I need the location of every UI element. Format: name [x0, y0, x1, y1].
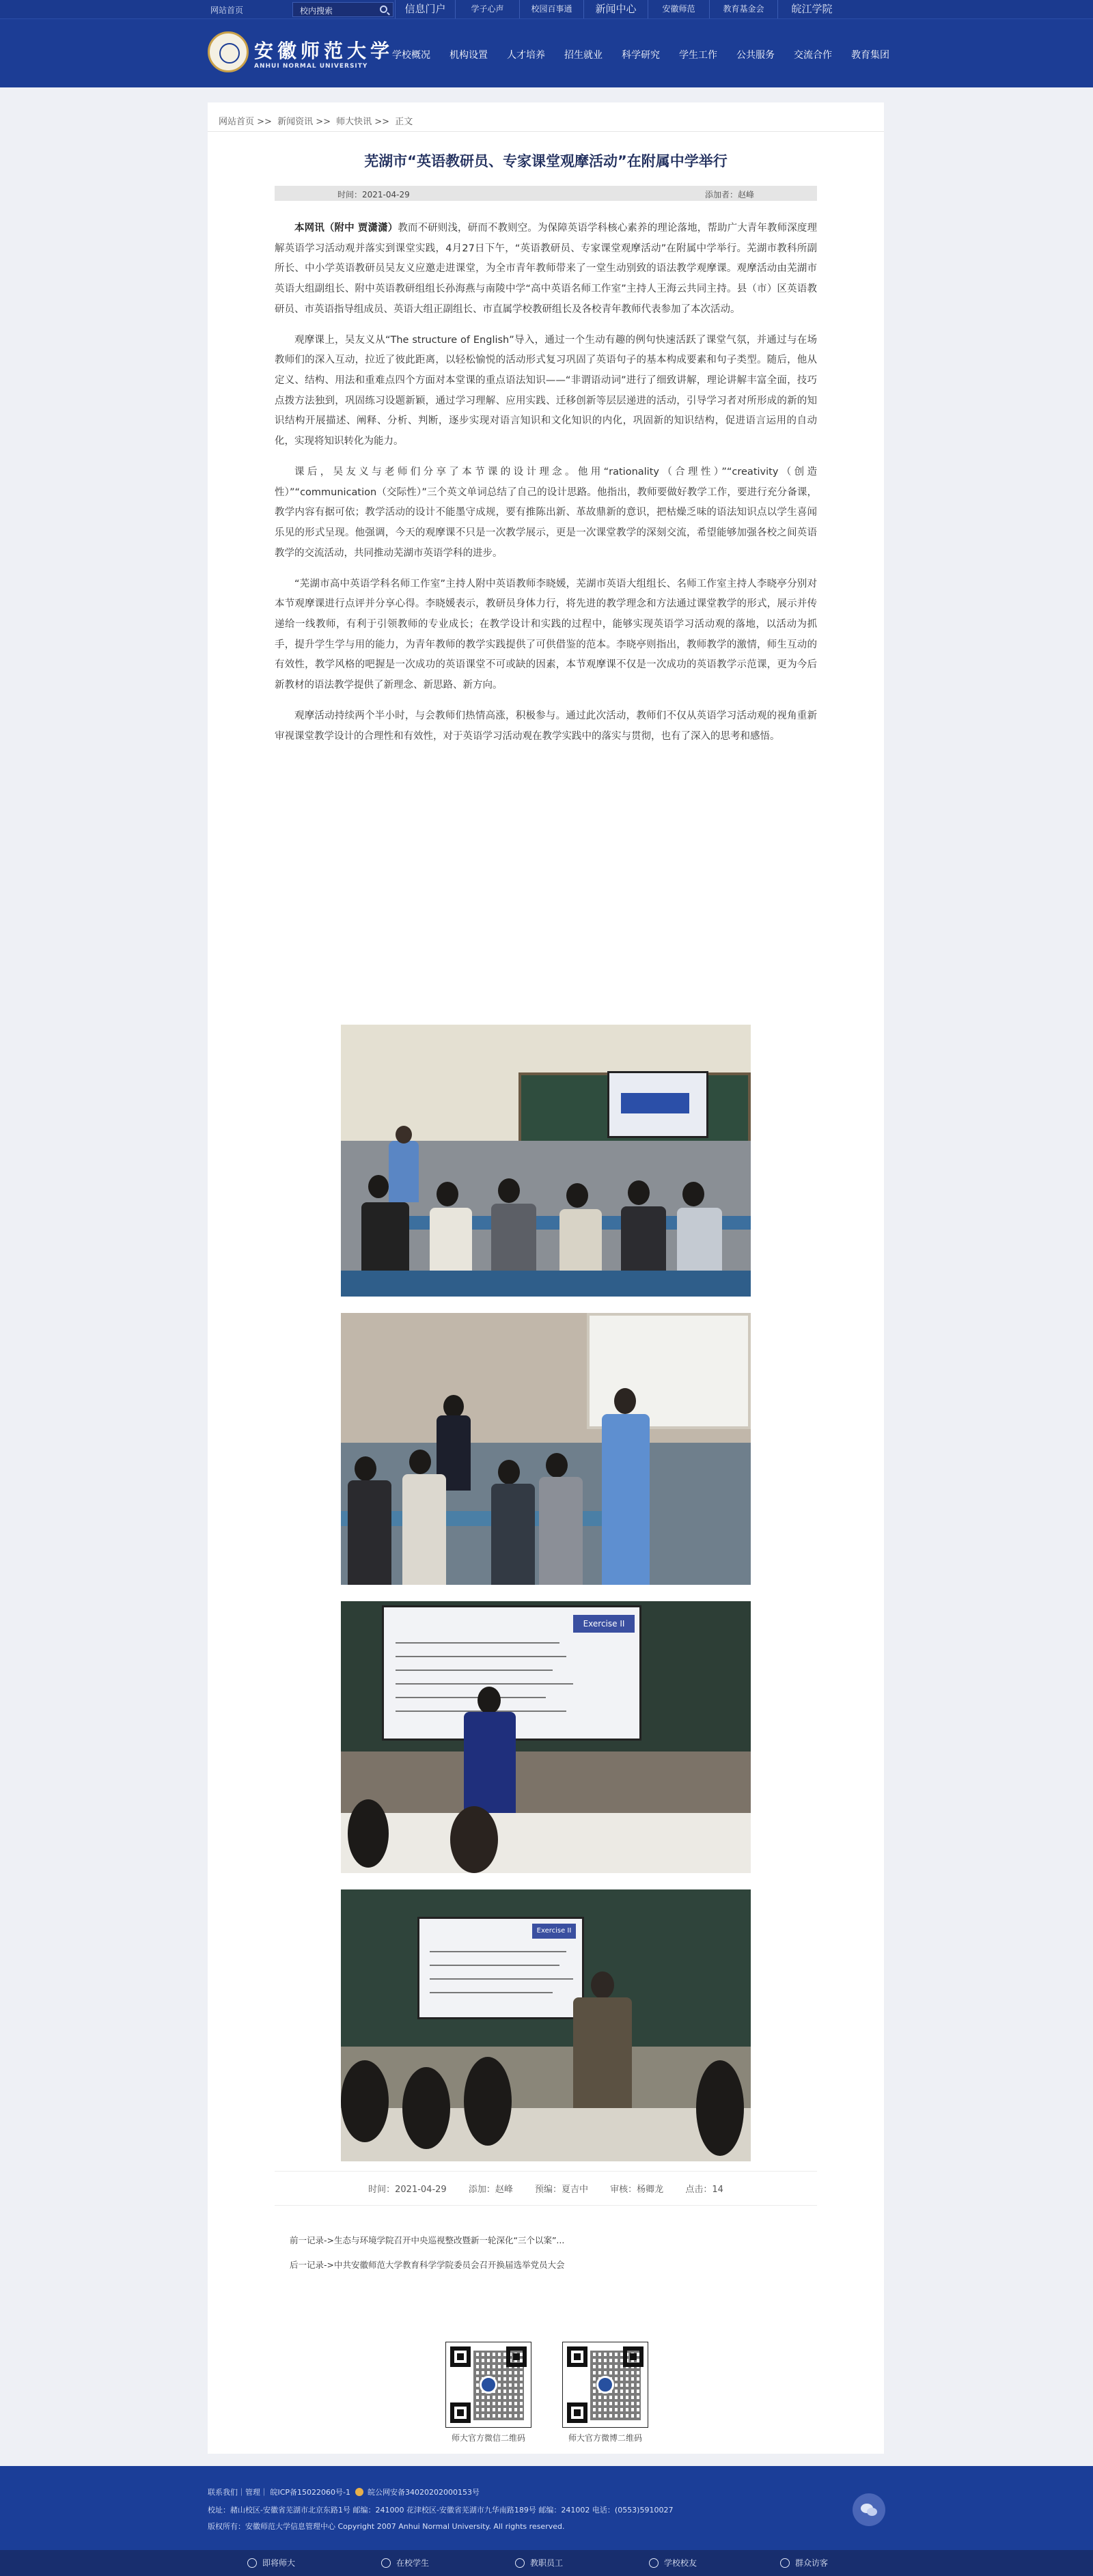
- audience-staff-label: 教职员工: [530, 2558, 564, 2568]
- article-paragraph-text: 教而不研则浅，研而不教则空。为保障英语学科核心素养的理论落地，帮助广大青年教师深度理解英语学习活动观并落实到课堂实践，4月27日下午，“英语教研员、专家课堂观摩活动”在附属中学举行。芜湖市教科所副所长、中小学英语教研员吴友义应邀走进课堂，为全市青年教师带来了一堂生动别致的语法教学观摩课。观摩活动由芜湖市英语大组副组长、附中英语教研组组长孙海燕与南陵中学“高中英语名师工作室”主持人王海云共同主持。县（市）区英语教研员、市英语指导组成员、英语大组正副组长、市直属学校教研组长及各校青年教师代表参加了本次活动。: [275, 223, 817, 315]
- nav-item-students[interactable]: 学生工作: [679, 50, 717, 61]
- footer-contact[interactable]: 联系我们｜管理｜: [208, 2488, 268, 2497]
- site-footer: [0, 2466, 1093, 2550]
- photo-slide-line: [396, 1642, 559, 1644]
- audience-alumni-label: 学校校友: [664, 2558, 697, 2568]
- article-paragraph: 课后，吴友义与老师们分享了本节课的设计理念。他用“rationality（合理性）”“creativity（创造性）”“communication（交际性）”三个英文单词总结了自己的设计思路。他指出，教师要做好教学工作，要进行充分备课，教学内容有据可依；教学活动的设计不能墨守成规，要有推陈出新、革故鼎新的意识，把枯燥乏味的语法知识点以学生喜闻乐见的形式呈现。他强调，今天的观摩课不只是一次教学展示，更是一次课堂教学的深刻交流，希望能够加强各校之间英语教学的交流活动，共同推动芜湖市英语学科的进步。: [275, 466, 817, 559]
- audience-visitors-label: 群众访客: [795, 2558, 829, 2568]
- photo-student: [409, 1450, 431, 1474]
- photo-student-body: [559, 1209, 602, 1271]
- main-navigation: [383, 48, 899, 61]
- weibo-qr-code: [562, 2342, 648, 2428]
- photo-student: [566, 1183, 588, 1208]
- photo-presenter-head: [478, 1687, 501, 1714]
- logo-chinese-name[interactable]: 安徽师范大学: [254, 40, 394, 62]
- photo-teacher-head: [614, 1388, 636, 1414]
- photo-window: [587, 1313, 751, 1429]
- photo-student-body: [430, 1208, 472, 1271]
- nav-item-cooperation[interactable]: 交流合作: [794, 50, 832, 61]
- wechat-icon[interactable]: [853, 2493, 885, 2526]
- nav-item-overview[interactable]: 学校概况: [392, 50, 430, 61]
- breadcrumb-express[interactable]: 师大快讯 >>: [336, 117, 390, 127]
- photo-slide-banner: [621, 1093, 689, 1113]
- photo-teacher-head: [396, 1126, 412, 1144]
- footer-time: 时间：2021-04-29: [368, 2185, 447, 2195]
- quick-link-wanjiang[interactable]: 皖江学院: [777, 0, 846, 18]
- photo-student-body: [621, 1206, 666, 1271]
- audience-prospective[interactable]: [247, 2557, 295, 2568]
- photo-slide-title: Exercise II: [573, 1615, 635, 1633]
- article-paragraph: [275, 219, 817, 320]
- photo-student-body: [491, 1204, 536, 1271]
- article-paragraph: 观摩课上，吴友义从“The structure of English”导入，通过一个生动有趣的例句快速活跃了课堂气氛，并通过与在场教师们的深入互动，拉近了彼此距离，以轻松愉悦的活动形式复习巩固了英语句子的基本构成要素和句子类型。随后，他从定义、结构、用法和重难点四个方面对本堂课的重点语法知识——“非谓语动词”进行了细致讲解，理论讲解丰富全面，技巧点拨方法独到，巩固练习设题新颖，通过学习理解、应用实践、迁移创新等层层递进的活动，引导学习者对所形成的新的知识结构开展描述、阐释、分析、判断，逐步实现对语言知识和文化知识的内化，巩固新的知识结构，促进语言运用的自动化，实现将知识转化为能力。: [275, 334, 817, 447]
- footer-icp[interactable]: 皖ICP备15022060号-1: [270, 2488, 351, 2497]
- logo-english-name[interactable]: ANHUI NORMAL UNIVERSITY: [254, 63, 368, 70]
- photo-student: [628, 1180, 650, 1205]
- article-paragraph: “芜湖市高中英语学科名师工作室”主持人附中英语教师李晓媛，芜湖市英语大组组长、名师工作室主持人李晓亭分别对本节观摩课进行点评并分享心得。李晓媛表示，教研员身体力行，将先进的教学理念和方法通过课堂教学的形式，展示并传递给一线教师，有利于引领教师的专业成长；在教学设计和实践的过程中，能够实现英语学习活动观的落地，以活动为抓手，提升学生学与用的能力，为青年教师的教学实践提供了可供借鉴的范本。李晓亭则指出，教师教学的激情，师生互动的有效性，教学风格的吧握是一次成功的英语课堂不可或缺的因素，本节观摩课不仅是一次成功的英语教学示范课，更为今后新教材的语法教学提供了新理念、新思路、新方向。: [275, 578, 817, 691]
- photo-student-body: [402, 1474, 446, 1585]
- footer-adder: 添加：赵峰: [468, 2185, 513, 2195]
- photo-student: [682, 1182, 704, 1206]
- footer-address: 校址：赭山校区-安徽省芜湖市北京东路1号 邮编：241000 花津校区-安徽省芜湖市九华南路189号 邮编：241002 电话：(0553)5910027: [208, 2506, 674, 2515]
- nav-item-research[interactable]: 科学研究: [622, 50, 660, 61]
- wechat-qr-code: [445, 2342, 531, 2428]
- photo-teacher-head: [443, 1395, 464, 1418]
- weibo-qr-label: 师大官方微博二维码: [568, 2433, 642, 2443]
- qr-finder: [450, 2346, 471, 2367]
- quick-links: [395, 0, 846, 18]
- article-time: 时间：2021-04-29: [337, 190, 410, 199]
- photo-student: [696, 2060, 744, 2156]
- site-search-box[interactable]: [292, 2, 393, 17]
- audience-students-label: 在校学生: [396, 2558, 430, 2568]
- photo-front-row: [341, 1813, 751, 1873]
- photo-student-body: [348, 1480, 391, 1585]
- breadcrumb: [219, 114, 415, 127]
- breadcrumb-divider: [208, 131, 884, 132]
- article-photo: [341, 1889, 751, 2161]
- compass-icon: [247, 2558, 257, 2568]
- photo-slide-line: [430, 1951, 566, 1952]
- qr-finder: [567, 2402, 587, 2423]
- top-utility-bar: [0, 0, 1093, 19]
- photo-slide-line: [396, 1683, 573, 1685]
- article-photo: [341, 1025, 751, 1297]
- quick-link-voice[interactable]: 学子心声: [455, 0, 519, 18]
- photo-desk-row: [341, 1271, 751, 1297]
- audience-staff[interactable]: [515, 2557, 563, 2568]
- student-icon: [381, 2558, 391, 2568]
- footer-clicks: 点击：14: [685, 2185, 723, 2195]
- nav-item-education[interactable]: 人才培养: [507, 50, 545, 61]
- nav-item-group[interactable]: 教育集团: [851, 50, 889, 61]
- nav-item-admission[interactable]: 招生就业: [564, 50, 603, 61]
- photo-student: [341, 2060, 389, 2142]
- photo-student: [437, 1182, 458, 1206]
- photo-presenter: [464, 1712, 516, 1821]
- article-title: 芜湖市“英语教研员、专家课堂观摩活动”在附属中学举行: [364, 153, 728, 169]
- quick-link-foundation[interactable]: 教育基金会: [709, 0, 777, 18]
- photo-student-body: [491, 1484, 535, 1585]
- breadcrumb-current: 正文: [395, 117, 413, 127]
- article-footer-meta: [208, 2182, 884, 2195]
- footer-line-1: [208, 2487, 480, 2497]
- site-home-link[interactable]: 网站首页: [210, 5, 244, 15]
- qr-logo-icon: [480, 2376, 497, 2394]
- audience-visitors[interactable]: [780, 2557, 828, 2568]
- footer-meta-divider: [275, 2171, 817, 2172]
- photo-student: [498, 1178, 520, 1203]
- photo-slide-line: [396, 1656, 566, 1657]
- visitor-icon: [780, 2558, 790, 2568]
- photo-slide-line: [430, 1965, 559, 1966]
- article-body: [275, 219, 817, 757]
- site-search-placeholder[interactable]: 校内搜索: [300, 6, 333, 16]
- breadcrumb-news[interactable]: 新闻资讯 >>: [277, 117, 331, 127]
- photo-student: [355, 1456, 376, 1481]
- monitor-icon: [515, 2558, 525, 2568]
- quick-link-ahnu[interactable]: 安徽师范: [648, 0, 709, 18]
- photo-presenter-head: [591, 1971, 614, 1999]
- footer-reviewer: 审核：杨卿龙: [610, 2185, 664, 2195]
- alumni-icon: [649, 2558, 659, 2568]
- article-card: [208, 102, 884, 2454]
- photo-student: [546, 1453, 568, 1478]
- photo-slide-title: Exercise II: [532, 1924, 576, 1939]
- qr-finder: [567, 2346, 587, 2367]
- photo-student-body: [677, 1208, 722, 1271]
- photo-student: [464, 2057, 512, 2146]
- nav-item-services[interactable]: 公共服务: [736, 50, 775, 61]
- photo-student: [450, 1806, 498, 1873]
- footer-copyright: 版权所有：安徽师范大学信息管理中心 Copyright 2007 Anhui Normal University. All rights reserved.: [208, 2522, 565, 2531]
- quick-link-news[interactable]: 新闻中心: [583, 0, 648, 18]
- article-adder: 添加者：赵峰: [704, 190, 754, 199]
- photo-student: [498, 1460, 520, 1484]
- photo-slide-line: [430, 1978, 573, 1980]
- qr-logo-icon: [596, 2376, 614, 2394]
- next-article-link[interactable]: 后一记录->中共安徽师范大学教育科学学院委员会召开换届选举党员大会: [290, 2260, 565, 2270]
- wechat-qr-label: 师大官方微信二维码: [451, 2433, 525, 2443]
- article-paragraph: 观摩活动持续两个半小时，与会教师们热情高涨，积极参与。通过此次活动，教师们不仅从英语学习活动观的视角重新审视课堂教学设计的合理性和有效性，对于英语学习活动观在教学实践中的落实与贯彻，也有了深入的思考和感悟。: [275, 710, 817, 742]
- search-icon[interactable]: [380, 5, 387, 13]
- audience-prospective-label: 即将师大: [262, 2558, 296, 2568]
- audience-alumni[interactable]: [649, 2557, 697, 2568]
- photo-slide-line: [396, 1670, 553, 1671]
- audience-students[interactable]: [381, 2557, 429, 2568]
- photo-teacher: [389, 1141, 419, 1202]
- photo-student: [368, 1175, 389, 1198]
- article-meta-bar: [275, 186, 817, 201]
- article-photo: [341, 1313, 751, 1585]
- breadcrumb-home[interactable]: 网站首页 >>: [219, 117, 272, 127]
- photo-student: [348, 1799, 389, 1868]
- footer-police[interactable]: 皖公网安备34020202000153号: [368, 2488, 480, 2497]
- nav-item-organization[interactable]: 机构设置: [449, 50, 488, 61]
- prev-article-link[interactable]: 前一记录->生态与环境学院召开中央巡视整改暨新一轮深化“三个以案”...: [290, 2235, 565, 2245]
- qr-finder: [450, 2402, 471, 2423]
- photo-student-body: [539, 1477, 583, 1585]
- audience-bar: [0, 2550, 1093, 2576]
- article-photo: [341, 1601, 751, 1873]
- police-badge-icon: [355, 2488, 363, 2496]
- footer-meta-divider: [275, 2205, 817, 2206]
- article-lead: 本网讯（附中 贾潇潇）: [294, 223, 398, 234]
- photo-student: [402, 2067, 450, 2149]
- footer-editor: 预编：夏吉中: [535, 2185, 589, 2195]
- main-header: [0, 19, 1093, 87]
- university-logo-icon[interactable]: [208, 31, 249, 72]
- quick-link-campus[interactable]: 校园百事通: [519, 0, 583, 18]
- quick-link-portal[interactable]: 信息门户: [395, 0, 455, 18]
- photo-slide-line: [396, 1697, 546, 1698]
- photo-student-body: [361, 1202, 409, 1271]
- photo-slide-line: [430, 1992, 553, 1993]
- photo-teacher-standing: [602, 1414, 650, 1585]
